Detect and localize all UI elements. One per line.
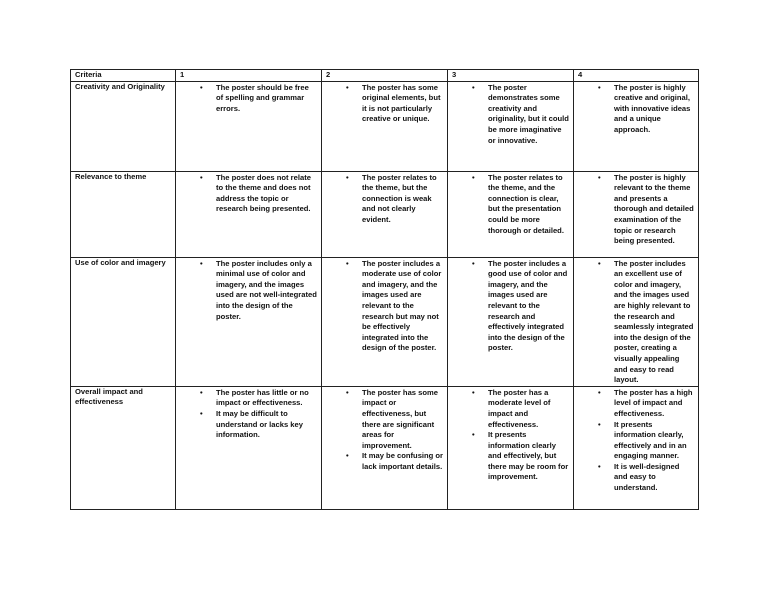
table-row-creativity <box>71 81 699 171</box>
bullet-item: • The poster has a high level of impact and effectiveness. <box>578 388 698 420</box>
rubric-cell <box>448 386 574 509</box>
bullet-item: • The poster includes a moderate use of color and imagery, and the images used are relevant to the research but may not be effectively integrated into the design of the poster. <box>326 259 447 354</box>
table-row-relevance <box>71 171 699 257</box>
bullet-item: • The poster has some impact or effectiveness, but there are significant areas for improvement. <box>326 388 447 452</box>
level-1-header: 1 <box>176 70 322 82</box>
table-row-impact <box>71 386 699 509</box>
table-row-color-imagery <box>71 257 699 386</box>
rubric-cell <box>176 171 322 257</box>
bullet-item: • The poster has little or no impact or effectiveness. <box>180 388 321 409</box>
criteria-header: Criteria <box>71 70 176 82</box>
bullet-item: • The poster has a moderate level of impact and effectiveness. <box>452 388 573 430</box>
bullet-item: • It may be confusing or lack important details. <box>326 451 447 472</box>
rubric-cell <box>176 386 322 509</box>
bullet-item: • The poster has some original elements, but it is not particularly creative or unique. <box>326 83 447 125</box>
bullet-item: • It presents information clearly and effectively, but there may be room for improvement. <box>452 430 573 483</box>
rubric-cell <box>448 257 574 386</box>
rubric-cell <box>448 81 574 171</box>
bullet-item: • The poster demonstrates some creativity and originality, but it could be more imaginative or innovative. <box>452 83 573 147</box>
bullet-item: • It is well-designed and easy to understand. <box>578 462 698 494</box>
level-4-header: 4 <box>574 70 699 82</box>
rubric-cell <box>322 171 448 257</box>
rubric-cell <box>322 257 448 386</box>
bullet-item: • The poster includes a good use of color and imagery, and the images used are relevant to the research and effectively integrated into the design of the poster. <box>452 259 573 354</box>
header-row <box>71 70 699 82</box>
level-2-header: 2 <box>322 70 448 82</box>
rubric-cell <box>176 81 322 171</box>
criterion-label: Relevance to theme <box>71 171 176 257</box>
bullet-item: • The poster relates to the theme, but the connection is weak and not clearly evident. <box>326 173 447 226</box>
bullet-item: • The poster relates to the theme, and the connection is clear, but the presentation could be more thorough or detailed. <box>452 173 573 237</box>
bullet-item: • The poster is highly relevant to the theme and presents a thorough and detailed examination of the topic or research being presented. <box>578 173 698 247</box>
bullet-item: • The poster should be free of spelling and grammar errors. <box>180 83 321 115</box>
criterion-label: Use of color and imagery <box>71 257 176 386</box>
criterion-label: Creativity and Originality <box>71 81 176 171</box>
rubric-cell <box>574 81 699 171</box>
bullet-item: • The poster does not relate to the theme and does not address the topic or research being presented. <box>180 173 321 215</box>
criterion-label: Overall impact and effectiveness <box>71 386 176 509</box>
bullet-item: • It presents information clearly, effectively and in an engaging manner. <box>578 420 698 462</box>
rubric-cell <box>574 257 699 386</box>
rubric-cell <box>574 171 699 257</box>
bullet-item: • It may be difficult to understand or lacks key information. <box>180 409 321 441</box>
rubric-cell <box>176 257 322 386</box>
rubric-cell <box>322 81 448 171</box>
rubric-table <box>70 69 699 510</box>
rubric-cell <box>448 171 574 257</box>
bullet-item: • The poster is highly creative and original, with innovative ideas and a unique approach. <box>578 83 698 136</box>
rubric-cell <box>322 386 448 509</box>
level-3-header: 3 <box>448 70 574 82</box>
bullet-item: • The poster includes only a minimal use of color and imagery, and the images used are not well-integrated into the design of the poster. <box>180 259 321 323</box>
rubric-cell <box>574 386 699 509</box>
bullet-item: • The poster includes an excellent use of color and imagery, and the images used are highly relevant to the research and seamlessly integrated into the design of the poster, creating a visually appealing and easy to read layout. <box>578 259 698 386</box>
